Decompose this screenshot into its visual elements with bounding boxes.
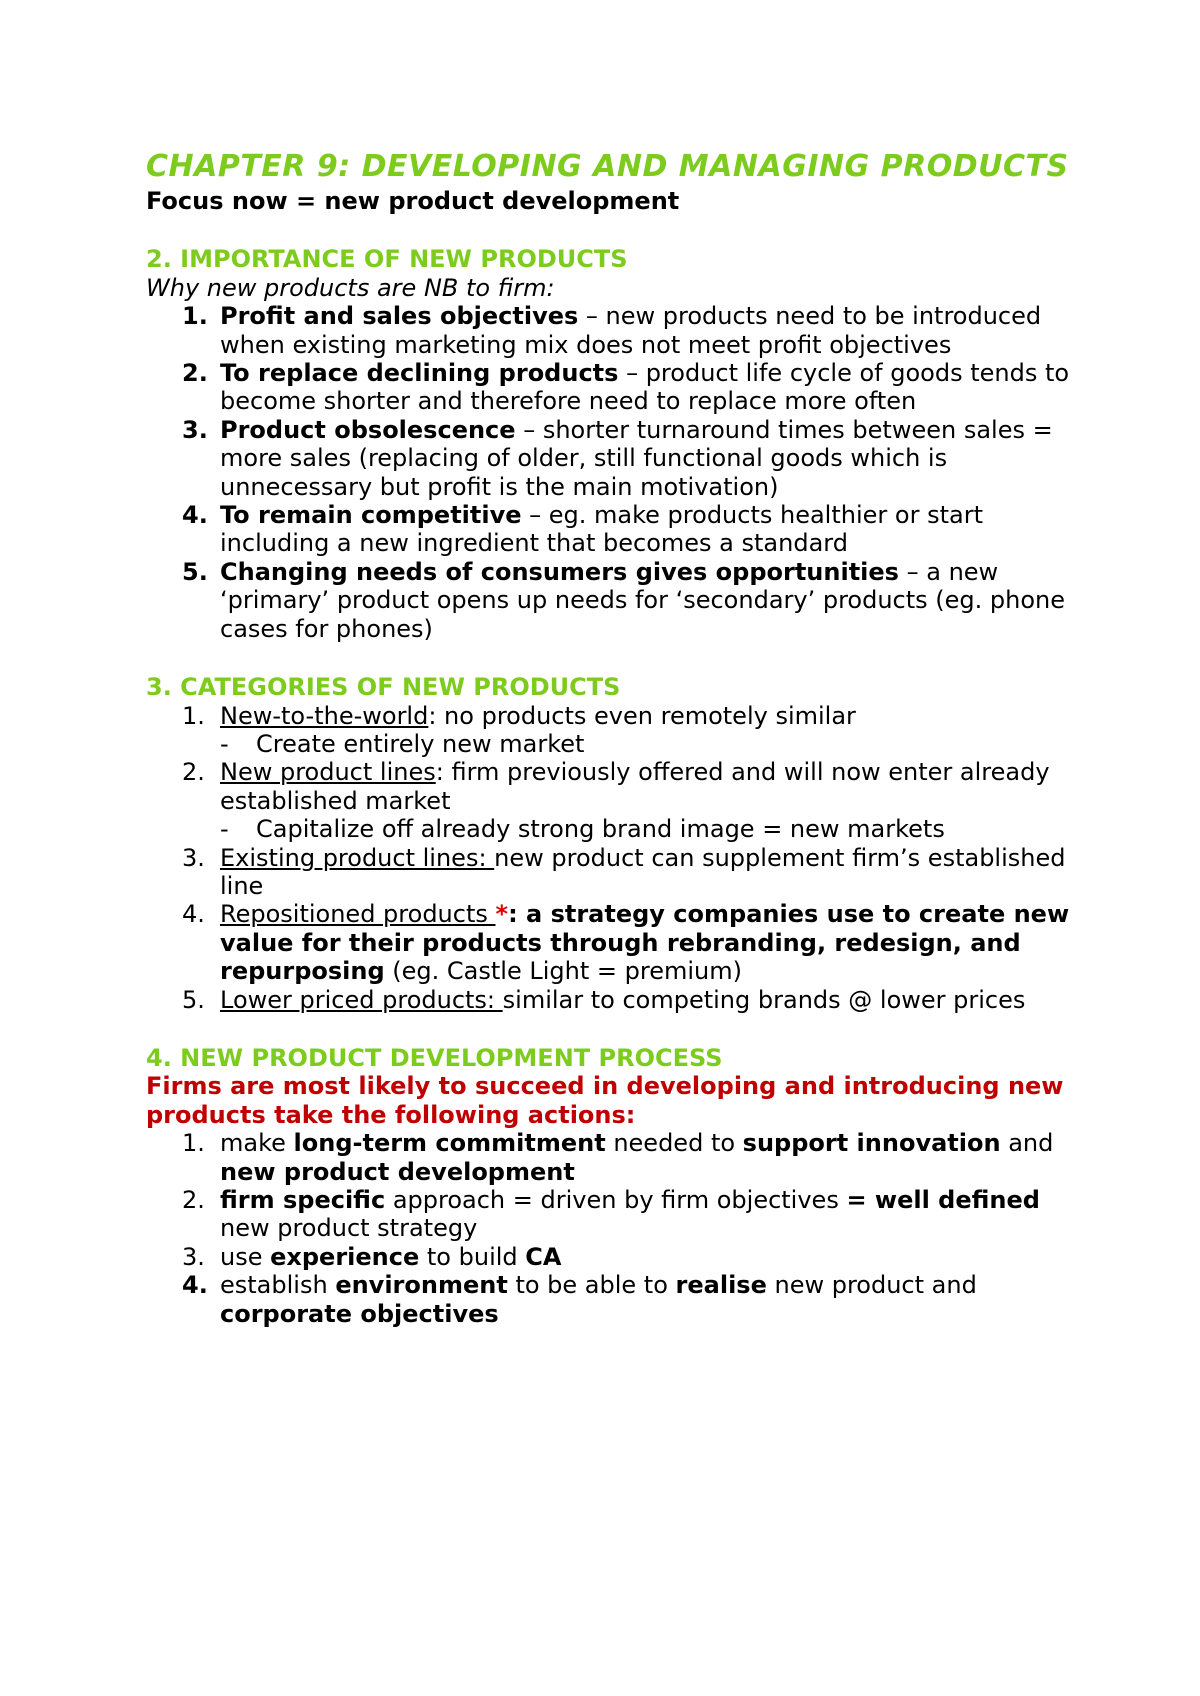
process-intro: Firms are most likely to succeed in developing and introducing new products take the following actions:: [146, 1072, 1064, 1129]
item-text: approach = driven by firm objectives: [385, 1186, 847, 1214]
list-item: [146, 1271, 1086, 1328]
item-term: New product lines: [220, 758, 436, 787]
item-term: To remain competitive: [220, 501, 522, 530]
item-term: Profit and sales objectives: [220, 302, 579, 331]
list-item: [146, 558, 1086, 643]
item-emphasis: CA: [525, 1242, 562, 1271]
item-number: 3.: [182, 843, 205, 872]
item-text: new product can supplement firm’s established line: [220, 843, 1066, 900]
item-term: New-to-the-world: [220, 701, 429, 730]
item-term: Product obsolescence: [220, 415, 516, 444]
item-text: : firm previously offered and will now enter already established market: [220, 758, 1050, 815]
list-item: [146, 702, 1086, 730]
item-number: 3.: [182, 415, 208, 444]
sub-item: [146, 815, 1086, 843]
item-text: needed to: [605, 1129, 743, 1158]
item-text: – a new ‘primary’ product opens up needs for ‘secondary’ products (eg. phone cases for phones): [220, 557, 1066, 643]
document-page: [146, 148, 1086, 1328]
item-emphasis: experience: [270, 1242, 420, 1271]
categories-list: [146, 702, 1086, 1014]
focus-line: Focus now = new product development: [146, 187, 680, 215]
item-number: 4.: [182, 1271, 208, 1300]
item-emphasis: long-term commitment: [293, 1129, 606, 1158]
item-number: 4.: [182, 900, 205, 929]
item-number: 2.: [182, 758, 205, 787]
item-definition: : a strategy companies use to create new value for their products through rebranding, redesign, and repurposing: [220, 900, 1070, 986]
sub-item-text: Create entirely new market: [256, 729, 585, 758]
item-text: make: [220, 1129, 294, 1158]
item-term: Existing product lines:: [220, 843, 495, 872]
item-term: Lower priced products:: [220, 985, 503, 1014]
dash-bullet: -: [220, 815, 229, 844]
importance-intro: Why new products are NB to firm:: [146, 273, 555, 302]
list-item: [146, 900, 1086, 985]
list-item: [146, 758, 1086, 815]
item-text: new product and: [766, 1271, 977, 1300]
item-number: 2.: [182, 359, 208, 388]
item-text: (eg. Castle Light = premium): [384, 957, 742, 986]
asterisk-mark: *: [495, 900, 509, 929]
item-emphasis: = well defined: [846, 1186, 1040, 1214]
list-item: [146, 1243, 1086, 1271]
item-text: use: [220, 1242, 271, 1271]
list-item: [146, 359, 1086, 416]
item-text: – shorter turnaround times between sales = more sales (replacing of older, still functional goods which is unnecessary but profit is the main motivation): [220, 415, 1053, 501]
list-item: [146, 501, 1086, 558]
item-emphasis: firm specific: [220, 1186, 386, 1214]
item-text: – new products need to be introduced when existing marketing mix does not meet profit objectives: [220, 302, 1042, 359]
item-emphasis: support innovation: [742, 1129, 1001, 1158]
section-heading-categories: 3. CATEGORIES OF NEW PRODUCTS: [146, 673, 621, 702]
item-number: 1.: [182, 701, 205, 730]
item-text: new product strategy: [220, 1214, 478, 1243]
item-emphasis: new product development: [220, 1157, 575, 1186]
item-number: 3.: [182, 1242, 205, 1271]
list-item: [146, 302, 1086, 359]
item-number: 5.: [182, 557, 208, 586]
chapter-title: CHAPTER 9: DEVELOPING AND MANAGING PRODUCTS: [146, 149, 1069, 184]
list-item: [146, 844, 1086, 901]
item-text: – eg. make products healthier or start including a new ingredient that becomes a standard: [220, 501, 983, 558]
item-emphasis: corporate objectives: [220, 1299, 499, 1328]
item-number: 1.: [182, 1129, 205, 1158]
item-term: Changing needs of consumers gives opportunities: [220, 557, 899, 586]
list-item: [146, 1129, 1086, 1186]
sub-item-text: Capitalize off already strong brand image = new markets: [256, 815, 945, 844]
importance-list: [146, 302, 1086, 643]
item-text: and: [1000, 1129, 1054, 1158]
item-text: – product life cycle of goods tends to become shorter and therefore need to replace more often: [220, 359, 1070, 416]
list-item: [146, 986, 1086, 1014]
item-emphasis: realise: [675, 1271, 767, 1300]
list-item: [146, 1186, 1086, 1243]
item-term: Repositioned products: [220, 900, 496, 929]
item-number: 1.: [182, 302, 208, 331]
item-number: 4.: [182, 501, 208, 530]
sub-item: [146, 730, 1086, 758]
item-text: to build: [419, 1242, 526, 1271]
item-emphasis: environment: [335, 1271, 508, 1300]
dash-bullet: -: [220, 729, 229, 758]
item-text: establish: [220, 1271, 336, 1300]
list-item: [146, 416, 1086, 501]
process-list: [146, 1129, 1086, 1328]
section-heading-process: 4. NEW PRODUCT DEVELOPMENT PROCESS: [146, 1043, 723, 1072]
item-text: similar to competing brands @ lower prices: [502, 985, 1026, 1014]
item-number: 5.: [182, 985, 205, 1014]
item-text: to be able to: [507, 1271, 676, 1300]
section-heading-importance: 2. IMPORTANCE OF NEW PRODUCTS: [146, 245, 628, 274]
item-text: : no products even remotely similar: [428, 701, 856, 730]
item-term: To replace declining products: [220, 359, 619, 388]
item-number: 2.: [182, 1186, 205, 1214]
